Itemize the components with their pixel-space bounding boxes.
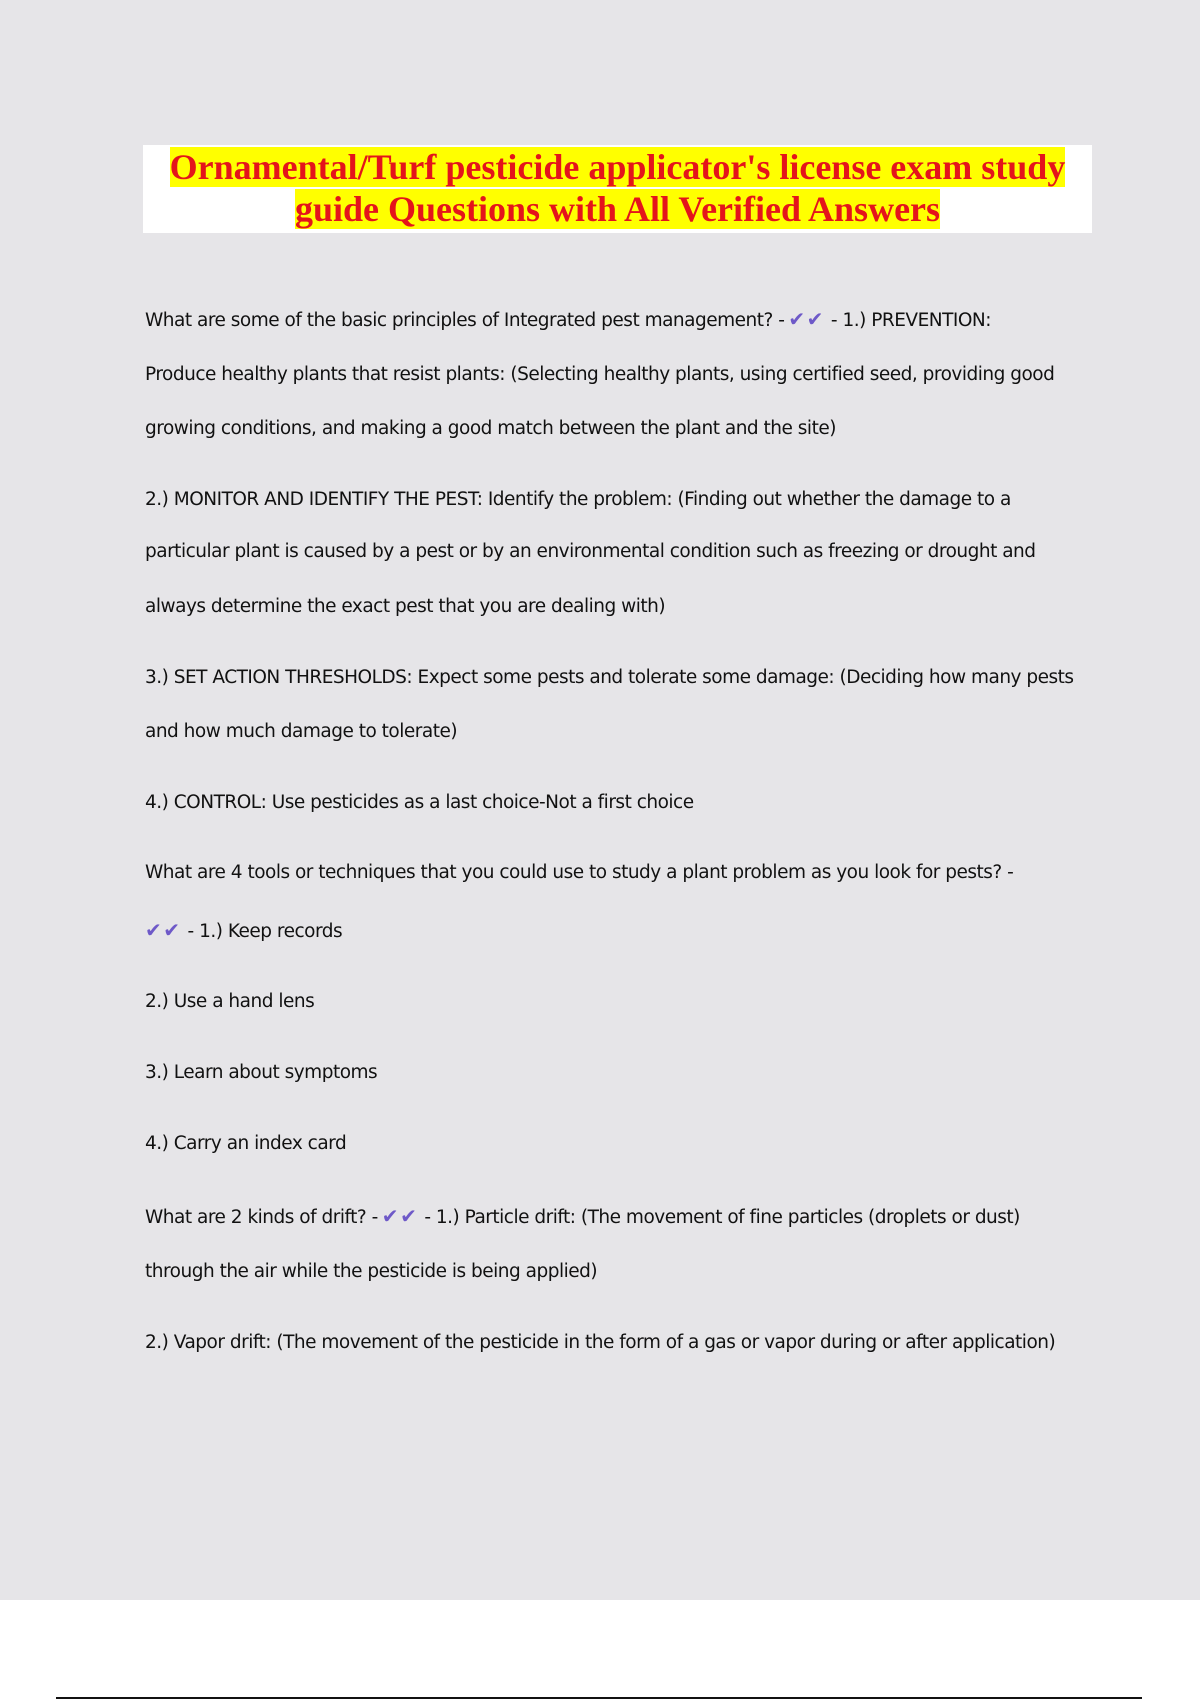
q1-point-2-line-3: always determine the exact pest that you are dealing with)	[145, 596, 666, 617]
q1-point-3-line-1: 3.) SET ACTION THRESHOLDS: Expect some pests and tolerate some damage: (Deciding how many pests	[145, 667, 1074, 688]
q3-question: What are 2 kinds of drift? -	[145, 1207, 378, 1228]
q1-point-2-line-1: 2.) MONITOR AND IDENTIFY THE PEST: Identify the problem: (Finding out whether the damage to a	[145, 489, 1011, 510]
q3-answer-start: - 1.) Particle drift: (The movement of fine particles (droplets or dust)	[424, 1207, 1020, 1228]
check-icon: ✔	[788, 307, 805, 331]
q1-point-2-line-2: particular plant is caused by a pest or by an environmental condition such as freezing or drought and	[145, 541, 1036, 562]
document-title	[143, 146, 1092, 230]
q2-item-2: 2.) Use a hand lens	[145, 991, 315, 1012]
q1-question: What are some of the basic principles of Integrated pest management? -	[145, 310, 785, 331]
q2-checks	[145, 918, 182, 944]
q1-answer-start: - 1.) PREVENTION:	[830, 310, 991, 331]
q2-answer-start: - 1.) Keep records	[187, 921, 343, 942]
q1-line-3: growing conditions, and making a good match between the plant and the site)	[145, 418, 836, 439]
q1-point-4: 4.) CONTROL: Use pesticides as a last choice-Not a first choice	[145, 792, 694, 813]
q1-checks	[788, 307, 825, 333]
q2-item-3: 3.) Learn about symptoms	[145, 1062, 378, 1083]
q2-item-4: 4.) Carry an index card	[145, 1133, 347, 1154]
check-icon: ✔	[381, 1204, 399, 1228]
q1-line-2: Produce healthy plants that resist plants: (Selecting healthy plants, using certified seed, providing good	[145, 364, 1055, 385]
check-icon: ✔	[163, 918, 180, 942]
q2-answer-line	[145, 918, 342, 944]
q1-first-line	[145, 307, 991, 333]
check-icon: ✔	[400, 1204, 417, 1228]
q2-question: What are 4 tools or techniques that you could use to study a plant problem as you look for pests? -	[145, 862, 1014, 883]
q3-line-2: through the air while the pesticide is being applied)	[145, 1261, 598, 1282]
title-line-1: Ornamental/Turf pesticide applicator's license exam study	[169, 147, 1066, 187]
q3-item-2: 2.) Vapor drift: (The movement of the pesticide in the form of a gas or vapor during or after application)	[145, 1332, 1056, 1353]
q3-checks	[382, 1204, 419, 1230]
q3-first-line	[145, 1204, 1020, 1230]
footer-divider	[56, 1697, 1142, 1699]
title-line-2: guide Questions with All Verified Answers	[294, 189, 941, 229]
check-icon: ✔	[145, 918, 162, 942]
check-icon: ✔	[806, 307, 823, 331]
q1-point-3-line-2: and how much damage to tolerate)	[145, 721, 458, 742]
